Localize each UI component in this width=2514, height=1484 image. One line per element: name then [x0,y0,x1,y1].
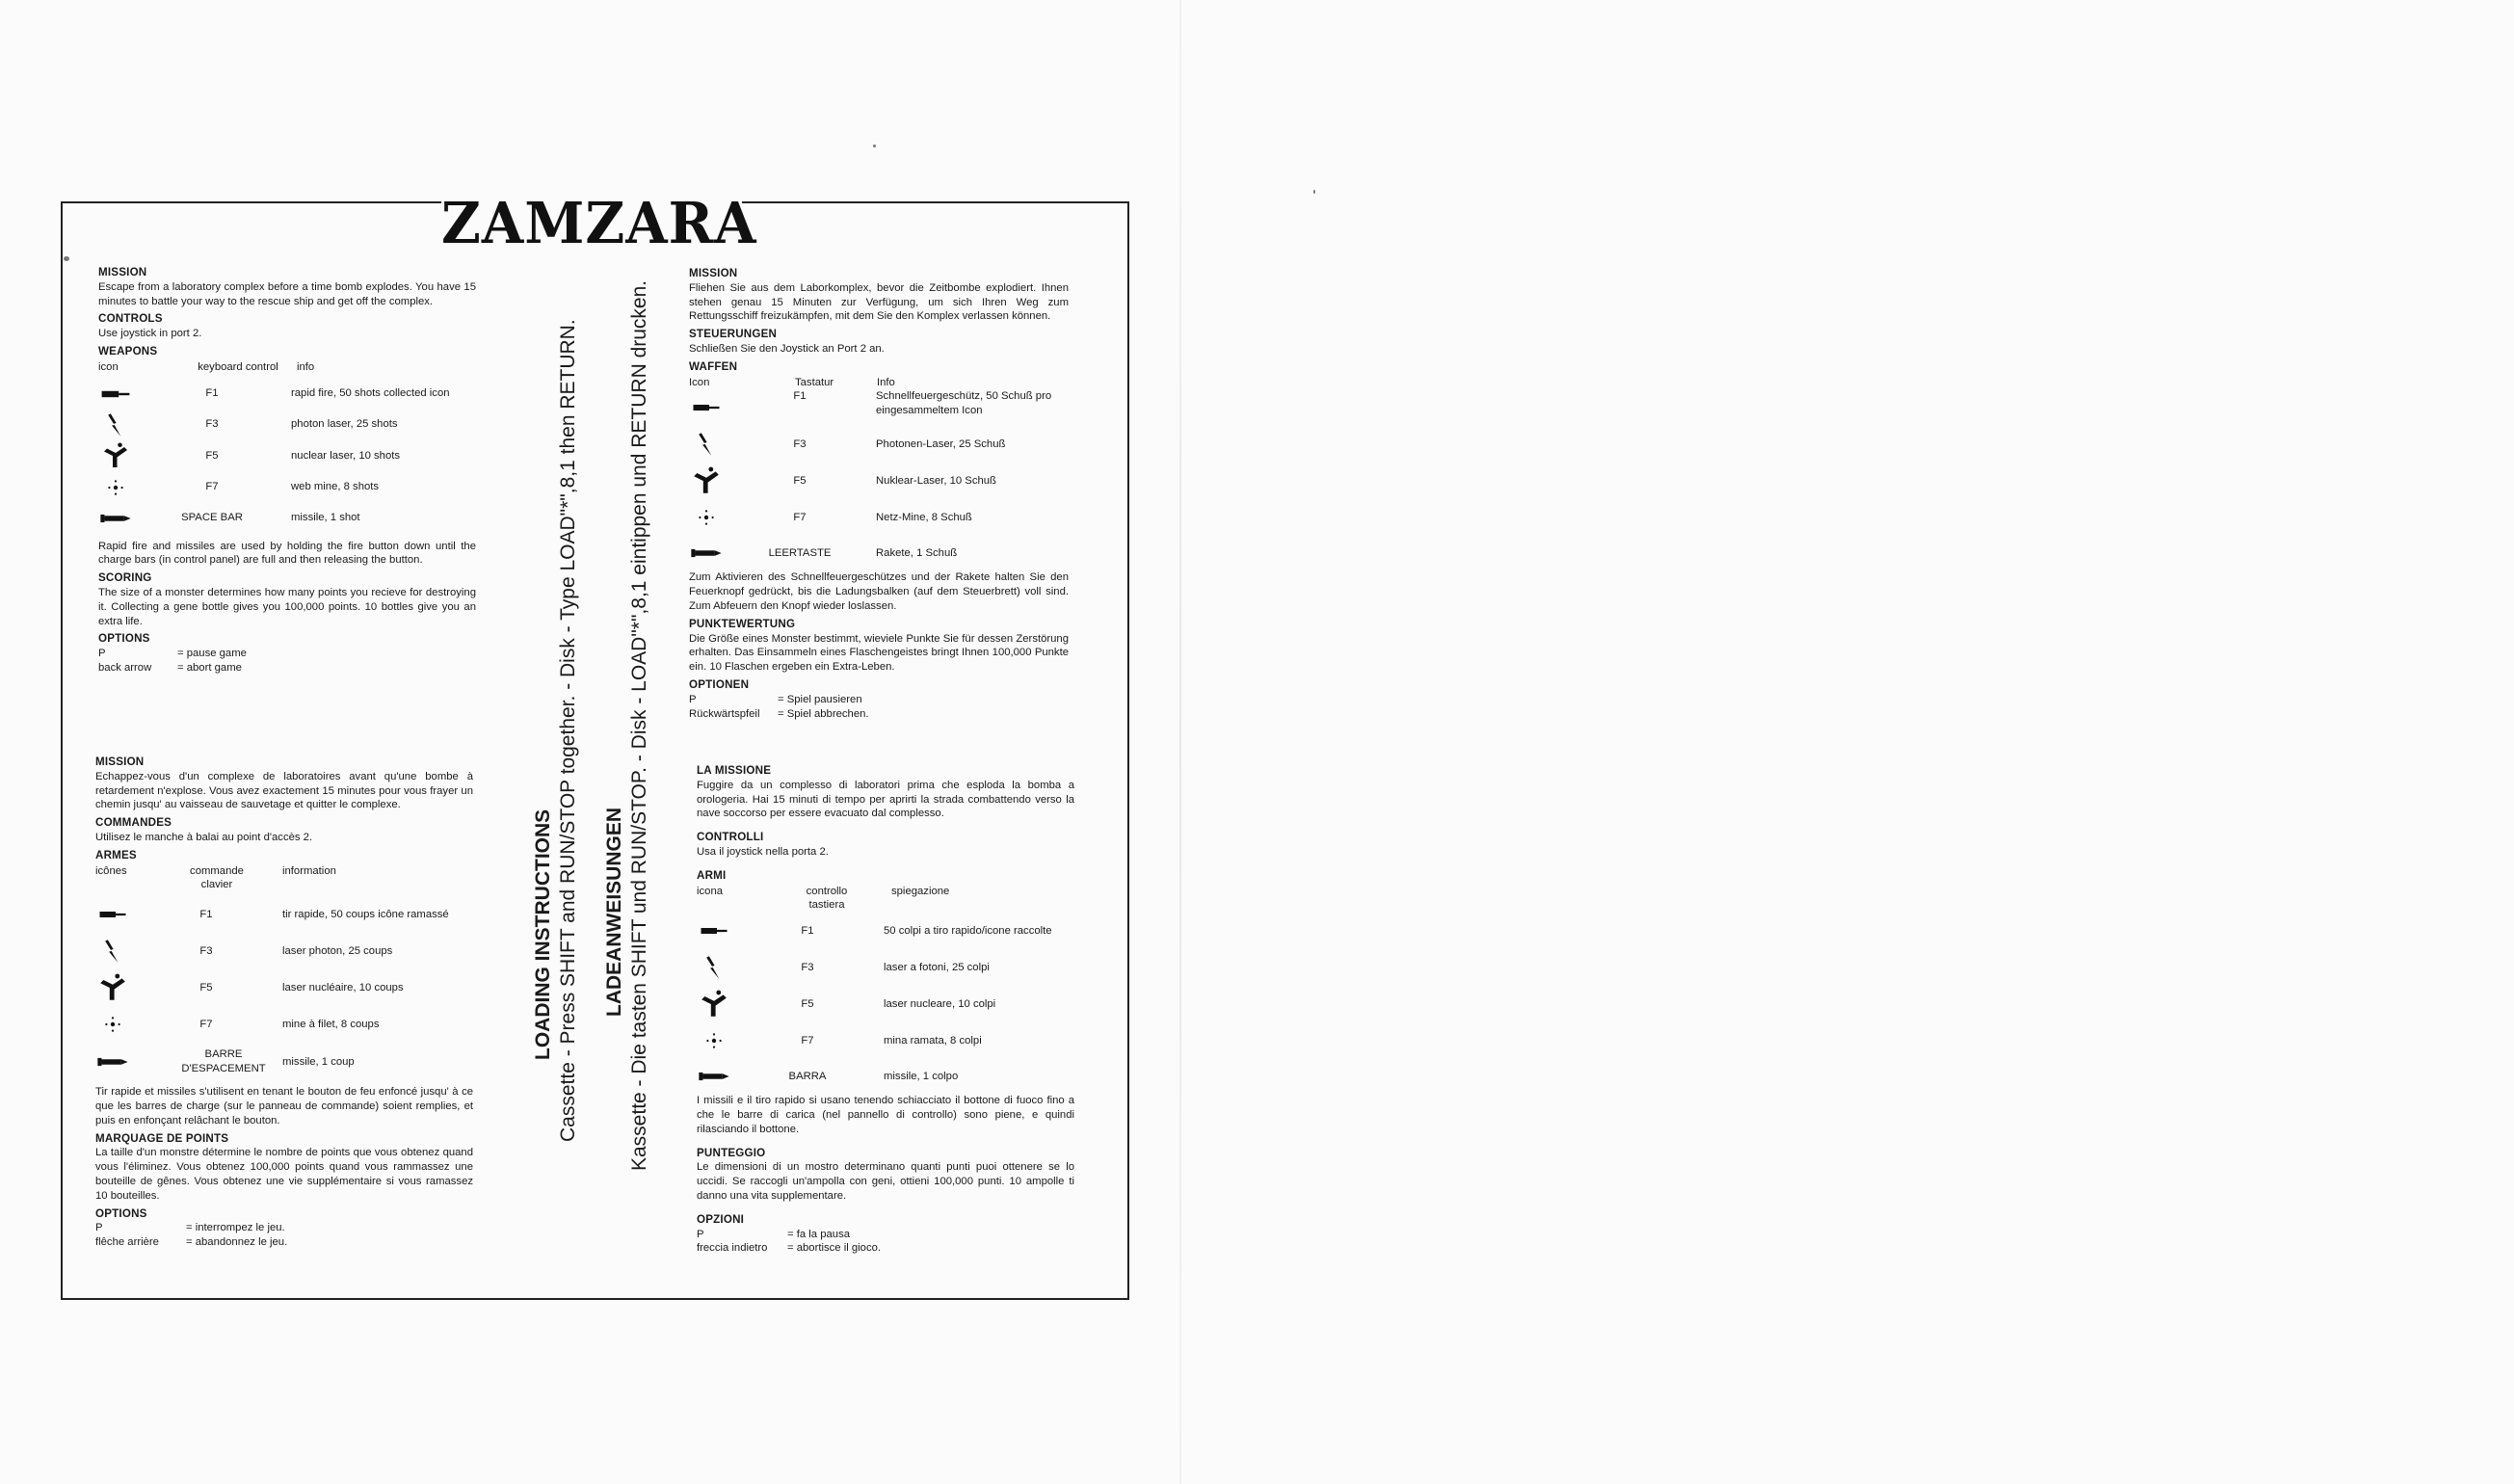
mission-text: Fuggire da un complesso di laboratori prima che esploda la bomba a orologeria. Hai 15 minuti di tempo per aprirti la strada combattendo verso la nave soccorso per essere evacuato dal complesso. [697,779,1074,820]
weapon-key: LEERTASTE [768,546,832,559]
mission-heading: LA MISSIONE [697,764,772,777]
weapon-row [98,440,476,472]
weapon-row [98,472,476,503]
weapon-info: tir rapide, 50 coups icône ramassé [282,908,449,920]
weapon-info: Photonen-Laser, 25 Schuß [876,437,1006,450]
mission-heading: MISSION [95,755,145,768]
weapon-row [689,463,1069,499]
weapon-row [697,913,1074,949]
weapon-row [689,389,1069,426]
missile-icon [95,1056,130,1068]
missile-icon [697,1071,731,1082]
nuclear-laser-icon [95,972,130,1003]
col-info-header: info [297,360,315,373]
weapon-key: F3 [801,961,814,973]
rapid-fire-icon [689,401,724,414]
french-section [95,752,473,1250]
mission-heading: MISSION [98,266,147,278]
rapid-fire-icon [697,924,731,938]
nuclear-laser-icon [697,989,731,1020]
weapons-heading: ARMES [95,848,137,861]
option-key: back arrow [98,661,152,674]
option-row [98,647,476,661]
photon-laser-icon [95,938,130,965]
weapon-key: BARRA [788,1070,827,1082]
weapon-key: F1 [199,908,213,920]
col-icon-header: icona [697,885,724,897]
weapon-key: F5 [801,997,814,1010]
weapon-key: F1 [793,390,807,403]
option-value: = Spiel pausieren [778,693,862,705]
weapon-key: F3 [199,944,213,957]
weapon-row [98,410,476,440]
weapons-table-header [697,885,1074,914]
weapon-info: photon laser, 25 shots [291,418,398,431]
option-row [98,661,476,676]
weapon-info: missile, 1 shot [291,512,360,524]
weapon-row [697,1059,1074,1094]
loading-text-german: Kassette - Die tasten SHIFT und RUN/STOP. - Disk - LOAD"*",8,1 eintippen und RETURN drucken. [628,279,650,1171]
col-icon-header: icon [98,360,119,373]
weapon-row [689,499,1069,536]
photon-laser-icon [697,954,731,981]
col-key-header: commande clavier [190,864,244,891]
weapon-row [95,896,473,933]
english-section [98,262,476,676]
weapons-table-header [98,360,476,375]
weapon-key: F5 [199,981,213,994]
mission-text: Echappez-vous d'un complexe de laboratoires avant qu'une bombe à retardement n'explose. Vous avez exactement 15 minutes pour vous frayer un chemin jusqu' au vaisseau de sauvetage et quitter le complexe. [95,770,473,811]
option-value: = abortisce il gioco. [787,1242,882,1255]
loading-text-english: Cassette - Press SHIFT and RUN/STOP together. - Disk - Type LOAD"*",8,1 then RETURN. [557,319,579,1142]
weapon-info: laser a fotoni, 25 colpi [884,961,990,973]
controls-heading: CONTROLS [98,312,163,326]
option-value: = pause game [177,648,247,660]
controls-text: Utilisez le manche à balai au point d'accès 2. [95,831,313,843]
col-icon-header: Icon [689,376,710,388]
weapons-heading: WAFFEN [689,359,738,373]
options-heading: OPZIONI [697,1212,745,1226]
controls-text: Schließen Sie den Joystick an Port 2 an. [689,342,885,355]
option-key: Rückwärtspfeil [689,707,760,720]
weapon-row [98,379,476,410]
weapon-row [95,969,473,1006]
option-key: P [98,648,106,660]
weapon-key: F5 [205,449,219,462]
weapon-key: F3 [793,437,807,450]
weapon-info: Schnellfeuergeschütz, 50 Schuß pro eingesammeltem Icon [876,390,1052,417]
controls-heading: STEUERUNGEN [689,328,778,341]
scoring-heading: PUNKTEWERTUNG [689,617,796,630]
weapons-heading: WEAPONS [98,344,158,358]
nuclear-laser-icon [98,441,133,470]
scoring-heading: PUNTEGGIO [697,1146,766,1159]
col-info-header: Info [877,376,895,388]
weapons-table-header [95,864,473,893]
scoring-text: Die Größe eines Monster bestimmt, wieviele Punkte Sie für dessen Zerstörung erhalten. Das Einsammeln eines Flaschengeistes bringt Ihnen 100,000 Punkte ein. 10 Flaschen ergeben ein Extra-Leben. [689,632,1069,674]
scoring-text: La taille d'un monstre détermine le nombre de points que vous obtenez quand vous l'éliminez. Vous obtenez 100,000 points quand vous rammassez une bouteille de gênes. Vous obtenez une vie supplémentaire si vous ramassez 10 bouteilles. [95,1147,473,1202]
photon-laser-icon [98,411,133,438]
controls-heading: COMMANDES [95,816,172,830]
weapon-key: F7 [801,1034,814,1047]
weapon-info: mine à filet, 8 coups [282,1018,380,1030]
weapon-key: F7 [199,1018,213,1030]
weapons-note: Rapid fire and missiles are used by holding the fire button down until the charge bars (in control panel) are full and then releasing the button. [98,540,476,567]
web-mine-icon [98,477,133,498]
missile-icon [98,513,133,524]
missile-icon [689,547,724,559]
photon-laser-icon [689,431,724,458]
weapons-note: Tir rapide et missiles s'utilisent en tenant le bouton de feu enfoncé jusqu' à ce que les barres de charge (sur le panneau de commande) soient remplies, et puis en enfonçant relâchant le bouton. [95,1086,473,1126]
options-heading: OPTIONS [98,632,150,646]
rapid-fire-icon [98,387,133,401]
scoring-heading: SCORING [98,571,152,585]
options-heading: OPTIONEN [689,677,750,691]
weapon-key: F7 [793,511,807,523]
weapon-key: BARRE D'ESPACEMENT [181,1048,266,1075]
weapons-note: I missili e il tiro rapido si usano tenendo schiacciato il bottone di fuoco fino a che le barre di carica (nel pannello di controllo) sono piene, e quindi rilasciando il bottone. [697,1095,1074,1135]
weapons-heading: ARMI [697,868,727,882]
weapon-row [95,1043,473,1081]
weapon-row [697,986,1074,1022]
loading-heading-english: LOADING INSTRUCTIONS [532,808,554,1060]
option-key: P [95,1222,103,1234]
col-key-header: Tastatur [795,376,834,388]
weapon-key: F3 [205,418,219,431]
option-value: = Spiel abbrechen. [778,707,869,720]
col-info-header: spiegazione [891,885,950,897]
weapon-row [95,1006,473,1043]
weapon-key: SPACE BAR [181,512,243,524]
col-key-header: keyboard control [198,360,278,373]
weapons-table-header [689,376,1069,390]
option-value: = fa la pausa [787,1228,851,1240]
german-section [689,263,1069,721]
option-key: flêche arrière [95,1236,159,1249]
weapon-row [98,503,476,534]
weapon-row [697,949,1074,986]
option-row [95,1235,473,1250]
weapon-info: nuclear laser, 10 shots [291,449,401,462]
controls-text: Usa il joystick nella porta 2. [697,845,829,858]
nuclear-laser-icon [689,465,724,496]
weapon-key: F1 [205,387,219,400]
weapon-row [689,426,1069,463]
loading-instructions-english [531,319,581,1142]
web-mine-icon [697,1030,731,1051]
paper-speck [873,145,876,147]
controls-heading: CONTROLLI [697,831,764,844]
weapon-info: laser photon, 25 coups [282,944,393,957]
controls-text: Use joystick in port 2. [98,328,202,340]
scoring-text: The size of a monster determines how many points you recieve for destroying it. Collecting a gene bottle gives you 100,000 points. 10 bottles give you an extra life. [98,586,476,627]
paper-speck [1313,190,1315,194]
weapon-key: F7 [205,481,219,493]
col-icon-header: icônes [95,864,127,877]
weapon-info: Rakete, 1 Schuß [876,546,958,559]
mission-text: Escape from a laboratory complex before a time bomb explodes. You have 15 minutes to battle your way to the rescue ship and get off the complex. [98,280,476,307]
option-row [697,1228,1074,1242]
italian-section [697,760,1074,1256]
weapon-info: 50 colpi a tiro rapido/icone raccolte [884,924,1052,937]
option-row [95,1221,473,1235]
option-key: P [697,1228,704,1240]
weapon-info: Nuklear-Laser, 10 Schuß [876,474,996,487]
option-row [697,1241,1074,1256]
option-row [689,707,1069,722]
web-mine-icon [95,1014,130,1035]
page-fold-line [1179,0,1181,1484]
game-title: ZAMZARA [441,185,742,262]
weapon-key: F5 [793,474,807,487]
loading-instructions-german [602,279,652,1171]
web-mine-icon [689,507,724,528]
weapon-info: web mine, 8 shots [291,481,380,493]
option-value: = abort game [177,661,242,674]
weapon-info: missile, 1 colpo [884,1070,959,1082]
option-value: = abandonnez le jeu. [186,1236,288,1249]
weapon-info: missile, 1 coup [282,1055,355,1068]
mission-heading: MISSION [689,267,738,279]
options-heading: OPTIONS [95,1206,147,1220]
scoring-heading: MARQUAGE DE POINTS [95,1131,229,1145]
weapon-row [697,1022,1074,1059]
weapon-info: Netz-Mine, 8 Schuß [876,511,972,523]
mission-text: Fliehen Sie aus dem Laborkomplex, bevor die Zeitbombe explodiert. Ihnen stehen genau 15 Minuten zur Verfügung, um sich Ihren Weg zum Rettungsschiff freizukämpfen, mit dem Sie den Komplex verlassen können. [689,281,1069,323]
weapon-info: rapid fire, 50 shots collected icon [291,387,450,400]
scoring-text: Le dimensioni di un mostro determinano quanti punti puoi ottenere se lo uccidi. Se raccogli un'ampolla con geni, ottieni 100,000 punti. 10 ampolle ti danno una vita supplementare. [697,1161,1074,1202]
weapon-key: F1 [801,924,814,937]
rapid-fire-icon [95,908,130,921]
option-key: P [689,693,697,705]
option-value: = interrompez le jeu. [186,1222,285,1234]
weapon-info: laser nucléaire, 10 coups [282,981,404,994]
option-key: freccia indietro [697,1242,768,1255]
weapon-info: mina ramata, 8 colpi [884,1034,982,1047]
weapons-note: Zum Aktivieren des Schnellfeuergeschützes und der Rakete halten Sie den Feuerknopf gedrückt, bis die Ladungsbalken (auf dem Steuerbrett) voll sind. Zum Abfeuern den Knopf wieder loslassen. [689,571,1069,612]
col-key-header: controllo tastiera [806,885,848,912]
weapon-row [95,933,473,969]
loading-heading-german: LADEANWEISUNGEN [603,807,625,1017]
weapon-info: laser nucleare, 10 colpi [884,997,996,1010]
col-info-header: information [282,864,336,877]
weapon-row [689,536,1069,570]
option-row [689,693,1069,707]
